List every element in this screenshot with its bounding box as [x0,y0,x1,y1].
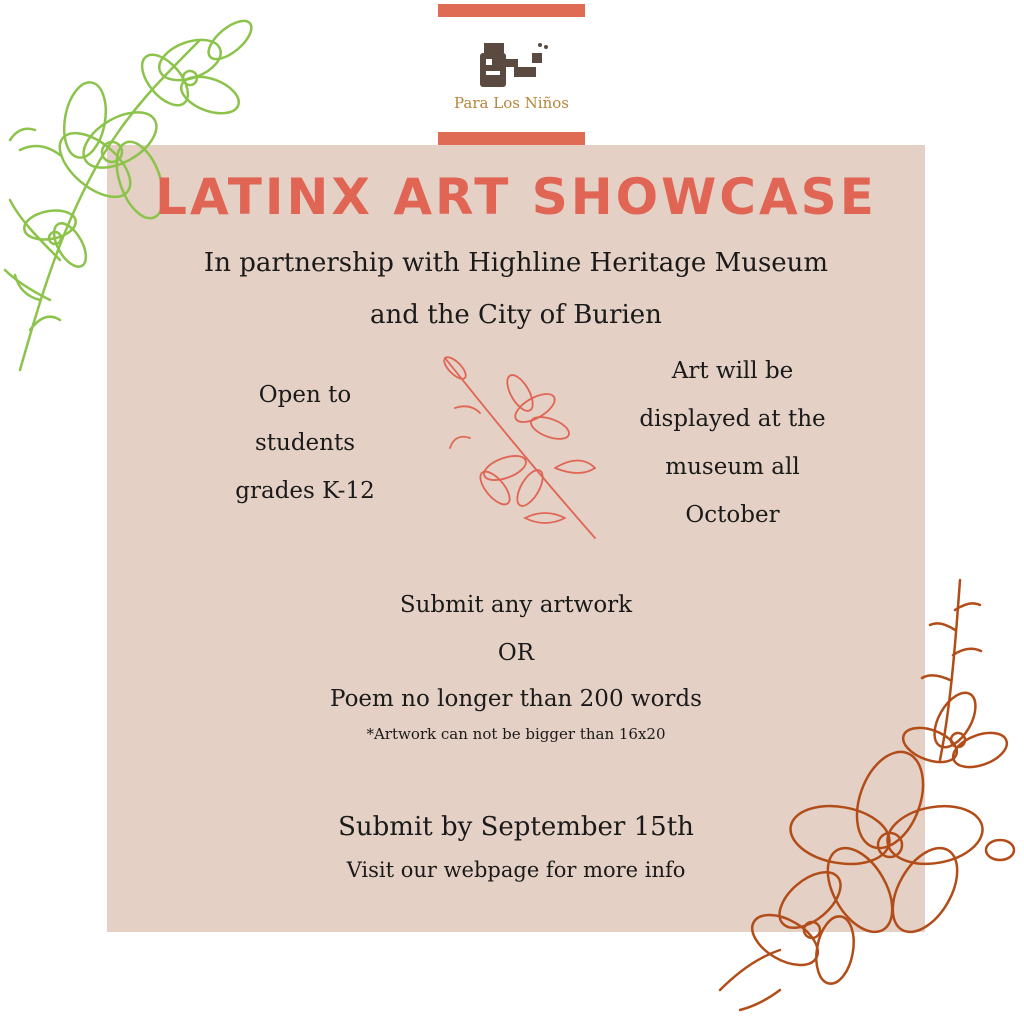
para-los-ninos-logo [474,39,550,99]
partnership-line-1: In partnership with Highline Heritage Museum [203,248,829,278]
display-line-1: Art will be [671,358,794,384]
display-line-4: October [685,502,780,528]
display-line-3: museum all [665,454,800,480]
submission-line-1: Submit any artwork [399,592,633,618]
display-line-2: displayed at the [639,406,826,432]
deadline: Submit by September 15th [338,812,694,842]
more-info: Visit our webpage for more info [346,858,686,882]
eligibility-line-3: grades K-12 [235,478,375,504]
rust-flower-decoration [700,570,1024,1024]
showcase-title: LATINX ART SHOWCASE [155,168,877,226]
partnership-line-2: and the City of Burien [370,300,662,330]
logo-box [438,17,585,145]
eligibility-line-1: Open to [258,382,352,408]
logo-bottom-bar [438,132,585,145]
submission-note: *Artwork can not be bigger than 16x20 [366,725,666,743]
submission-line-3: Poem no longer than 200 words [330,686,702,712]
eligibility-line-2: students [254,430,356,456]
submission-or: OR [497,640,535,666]
red-flower-decoration [425,338,605,548]
logo-org-name: Para Los Niños [453,94,569,112]
logo-top-bar [438,4,585,17]
